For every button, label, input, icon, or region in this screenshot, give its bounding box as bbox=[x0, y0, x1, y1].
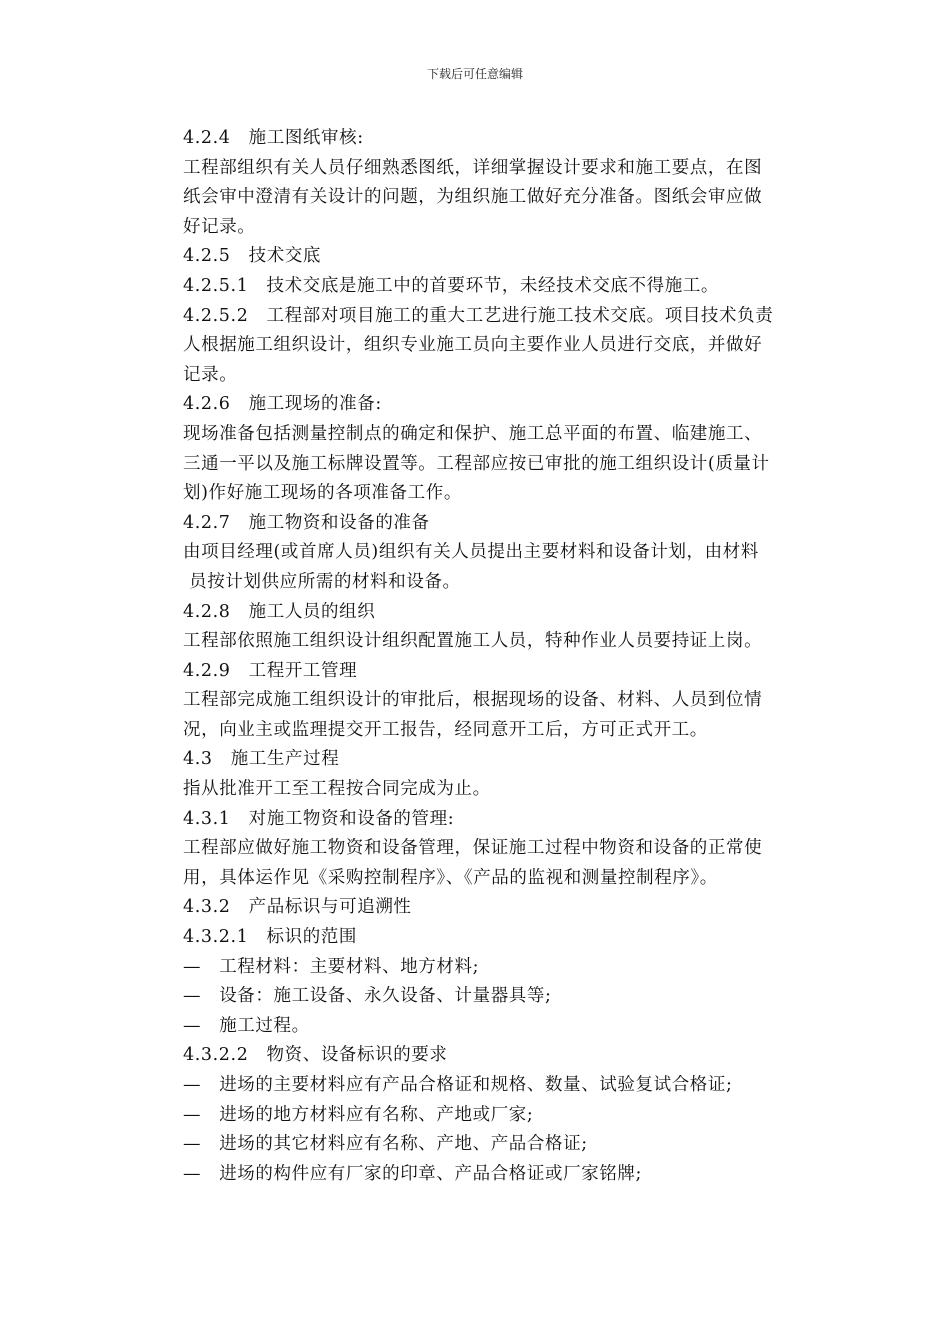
clause-4-2-5-2: 4.2.5.2 工程部对项目施工的重大工艺进行施工技术交底。项目技术负责 bbox=[183, 305, 774, 326]
section-heading-4-2-8: 4.2.8 施工人员的组织 bbox=[183, 601, 376, 622]
document-body bbox=[183, 124, 803, 1189]
section-heading-4-2-6: 4.2.6 施工现场的准备: bbox=[183, 394, 382, 415]
paragraph-line: 工程部完成施工组织设计的审批后，根据现场的设备、材料、人员到位情 bbox=[183, 690, 763, 711]
list-item: — 进场的地方材料应有名称、产地或厂家; bbox=[183, 1104, 534, 1125]
paragraph-line: 记录。 bbox=[183, 364, 238, 385]
clause-4-3-2-1: 4.3.2.1 标识的范围 bbox=[183, 927, 358, 948]
section-heading-4-2-5: 4.2.5 技术交底 bbox=[183, 246, 322, 267]
paragraph-line: 工程部依照施工组织设计组织配置施工人员，特种作业人员要持证上岗。 bbox=[183, 631, 763, 652]
section-heading-4-2-7: 4.2.7 施工物资和设备的准备 bbox=[183, 512, 430, 533]
page-header: 下载后可任意编辑 bbox=[426, 67, 523, 81]
list-item: — 进场的主要材料应有产品合格证和规格、数量、试验复试合格证; bbox=[183, 1075, 733, 1095]
section-heading-4-2-9: 4.2.9 工程开工管理 bbox=[183, 660, 358, 681]
paragraph-line: 工程部应做好施工物资和设备管理，保证施工过程中物资和设备的正常使 bbox=[183, 838, 763, 859]
section-heading-4-3-2: 4.3.2 产品标识与可追溯性 bbox=[183, 897, 412, 918]
section-heading-4-3: 4.3 施工生产过程 bbox=[183, 749, 340, 770]
paragraph-line: 指从批准开工至工程按合同完成为止。 bbox=[183, 779, 491, 800]
paragraph-line: 员按计划供应所需的材料和设备。 bbox=[183, 571, 461, 592]
paragraph-line: 由项目经理(或首席人员)组织有关人员提出主要材料和设备计划，由材料 bbox=[183, 542, 759, 563]
paragraph-line: 现场准备包括测量控制点的确定和保护、施工总平面的布置、临建施工、 bbox=[183, 423, 763, 444]
paragraph-line: 划)作好施工现场的各项准备工作。 bbox=[183, 483, 462, 504]
clause-4-2-5-1: 4.2.5.1 技术交底是施工中的首要环节，未经技术交底不得施工。 bbox=[183, 275, 720, 296]
paragraph-line: 工程部组织有关人员仔细熟悉图纸，详细掌握设计要求和施工要点，在图 bbox=[183, 157, 763, 178]
paragraph-line: 好记录。 bbox=[183, 216, 256, 237]
paragraph-line: 用，具体运作见《采购控制程序》、《产品的监视和测量控制程序》。 bbox=[183, 867, 718, 888]
list-item: — 工程材料：主要材料、地方材料; bbox=[183, 956, 480, 977]
clause-4-3-2-2: 4.3.2.2 物资、设备标识的要求 bbox=[183, 1045, 448, 1066]
paragraph-line: 纸会审中澄清有关设计的问题，为组织施工做好充分准备。图纸会审应做 bbox=[183, 187, 763, 208]
paragraph-line: 况，向业主或监理提交开工报告，经同意开工后，方可正式开工。 bbox=[183, 719, 708, 740]
paragraph-line: 人根据施工组织设计，组织专业施工员向主要作业人员进行交底，并做好 bbox=[183, 335, 763, 356]
list-item: — 施工过程。 bbox=[183, 1015, 310, 1036]
list-item: — 进场的构件应有厂家的印章、产品合格证或厂家铭牌; bbox=[183, 1163, 642, 1184]
list-item: — 设备：施工设备、永久设备、计量器具等; bbox=[183, 986, 552, 1007]
list-item: — 进场的其它材料应有名称、产地、产品合格证; bbox=[183, 1134, 588, 1155]
paragraph-line: 三通一平以及施工标牌设置等。工程部应按已审批的施工组织设计(质量计 bbox=[183, 453, 770, 474]
section-heading-4-2-4: 4.2.4 施工图纸审核: bbox=[183, 128, 364, 148]
section-heading-4-3-1: 4.3.1 对施工物资和设备的管理: bbox=[183, 808, 455, 829]
